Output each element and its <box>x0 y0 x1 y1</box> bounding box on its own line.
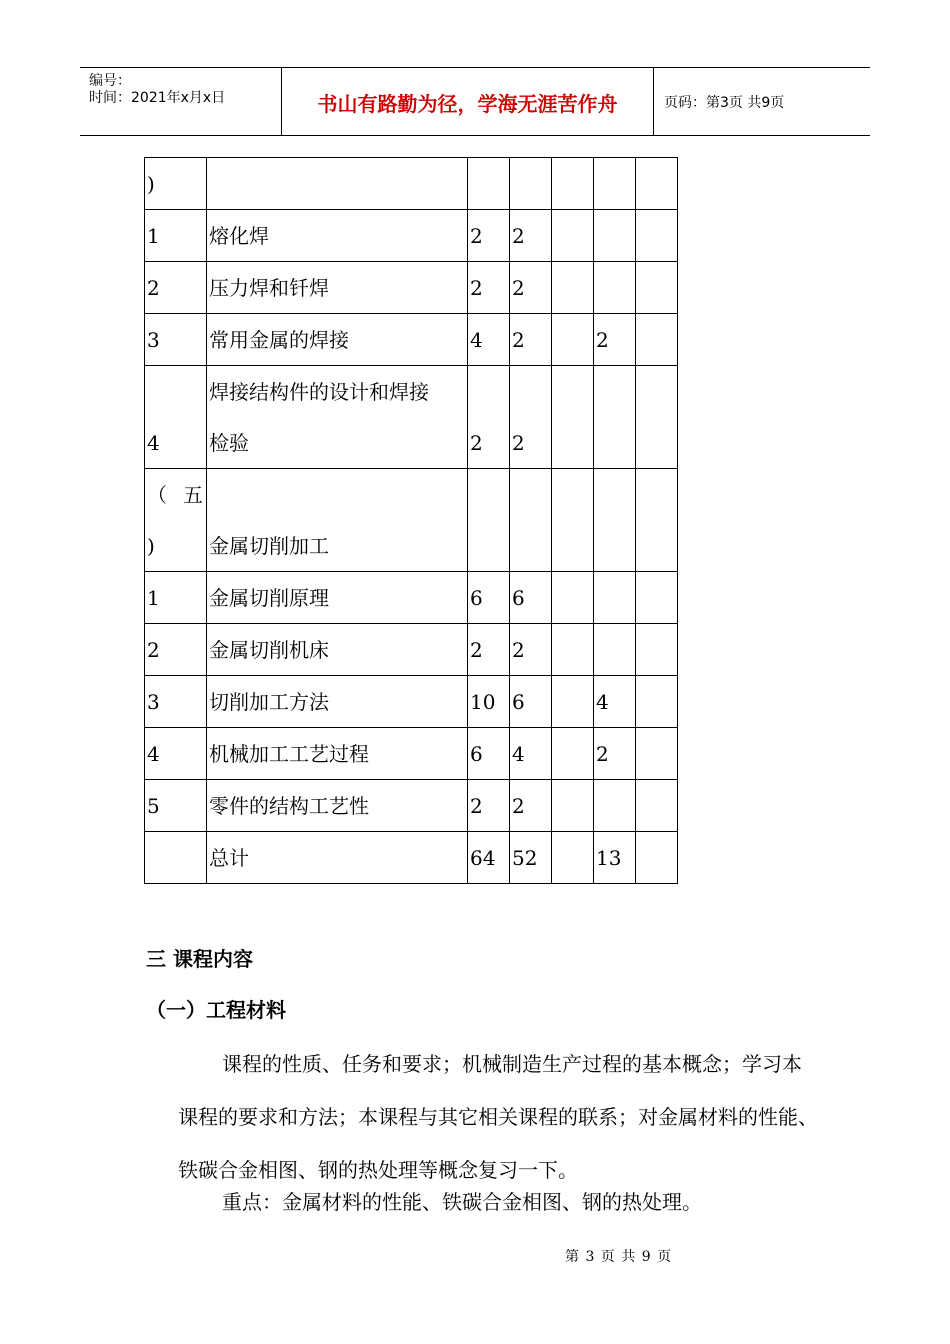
header-page-info: 页码：第3页 共9页 <box>664 94 785 111</box>
table-cell <box>552 676 594 728</box>
table-cell: 2 <box>510 314 552 366</box>
table-cell <box>552 158 594 210</box>
table-cell: 64 <box>468 832 510 884</box>
table-cell: 2 <box>594 314 636 366</box>
table-cell: 52 <box>510 832 552 884</box>
table-row <box>145 469 678 572</box>
table-cell: 6 <box>468 572 510 624</box>
table-cell: 2 <box>468 262 510 314</box>
table-row <box>145 158 678 210</box>
schedule-table <box>144 157 678 884</box>
table-cell <box>552 262 594 314</box>
table-cell-name: 机械加工工艺过程 <box>207 728 468 780</box>
table-cell <box>636 624 678 676</box>
table-cell <box>594 158 636 210</box>
table-cell: 6 <box>468 728 510 780</box>
table-cell <box>468 158 510 210</box>
table-cell: 2 <box>510 780 552 832</box>
table-row <box>145 676 678 728</box>
table-cell: 4 <box>468 314 510 366</box>
table-cell <box>552 469 594 572</box>
table-cell <box>636 158 678 210</box>
table-cell-name: 金属切削原理 <box>207 572 468 624</box>
table-row <box>145 728 678 780</box>
table-row <box>145 262 678 314</box>
header-motto: 书山有路勤为径，学海无涯苦作舟 <box>282 68 654 135</box>
table-cell: 2 <box>510 366 552 469</box>
table-cell <box>510 469 552 572</box>
table-cell <box>552 728 594 780</box>
table-cell: 2 <box>510 624 552 676</box>
table-cell <box>594 624 636 676</box>
table-cell-name: 焊接结构件的设计和焊接 检验 <box>207 366 468 469</box>
table-cell <box>552 314 594 366</box>
table-row <box>145 624 678 676</box>
page-header <box>80 67 870 136</box>
table-cell <box>552 780 594 832</box>
table-cell-name <box>207 158 468 210</box>
table-cell: 10 <box>468 676 510 728</box>
table-cell <box>510 158 552 210</box>
table-cell: 6 <box>510 572 552 624</box>
table-cell-name: 零件的结构工艺性 <box>207 780 468 832</box>
header-time-label: 时间：2021年x月x日 <box>89 90 226 106</box>
table-cell: 4 <box>594 676 636 728</box>
table-cell <box>594 366 636 469</box>
table-row <box>145 572 678 624</box>
table-cell <box>594 210 636 262</box>
table-cell-id: 5 <box>145 780 207 832</box>
table-cell <box>636 469 678 572</box>
body-paragraph: 课程的性质、任务和要求；机械制造生产过程的基本概念；学习本课程的要求和方法；本课程与其它相关课程的联系；对金属材料的性能、铁碳合金相图、钢的热处理等概念复习一下。 <box>178 1052 818 1182</box>
table-row <box>145 366 678 469</box>
table-cell <box>594 262 636 314</box>
table-row <box>145 210 678 262</box>
table-cell-id <box>145 832 207 884</box>
table-cell-name: 常用金属的焊接 <box>207 314 468 366</box>
table-cell: 2 <box>468 780 510 832</box>
table-cell-id: 4 <box>145 728 207 780</box>
table-cell <box>636 210 678 262</box>
table-cell <box>552 210 594 262</box>
section-title: 三 课程内容 <box>146 947 253 971</box>
table-cell <box>636 676 678 728</box>
table-row <box>145 780 678 832</box>
table-cell-name: 切削加工方法 <box>207 676 468 728</box>
key-points: 重点：金属材料的性能、铁碳合金相图、钢的热处理。 <box>222 1190 702 1214</box>
table-cell-name: 总计 <box>207 832 468 884</box>
table-cell-id: ) <box>145 158 207 210</box>
table-cell: 2 <box>468 210 510 262</box>
table-cell <box>636 832 678 884</box>
table-cell <box>636 366 678 469</box>
table-cell <box>594 469 636 572</box>
table-cell-id: 2 <box>145 624 207 676</box>
table-row-total <box>145 832 678 884</box>
table-cell-id: 3 <box>145 314 207 366</box>
table-cell <box>552 366 594 469</box>
table-cell: 2 <box>468 366 510 469</box>
table-cell: 2 <box>594 728 636 780</box>
table-cell <box>636 314 678 366</box>
table-cell <box>636 572 678 624</box>
table-cell: 2 <box>468 624 510 676</box>
table-cell-id: 1 <box>145 572 207 624</box>
table-cell <box>594 572 636 624</box>
table-cell: 4 <box>510 728 552 780</box>
table-row <box>145 314 678 366</box>
table-cell-id: 4 <box>145 366 207 469</box>
header-number-label: 编号： <box>89 73 131 89</box>
page-footer: 第 3 页 共 9 页 <box>565 1249 673 1265</box>
table-cell-id: 2 <box>145 262 207 314</box>
table-cell: 13 <box>594 832 636 884</box>
table-cell-id: 1 <box>145 210 207 262</box>
table-cell <box>552 832 594 884</box>
table-cell-name: 熔化焊 <box>207 210 468 262</box>
table-cell <box>552 624 594 676</box>
table-cell <box>468 469 510 572</box>
table-cell-id: （ 五 ) <box>145 469 207 572</box>
table-cell: 2 <box>510 210 552 262</box>
table-cell <box>636 780 678 832</box>
table-cell-name: 金属切削加工 <box>207 469 468 572</box>
header-meta <box>80 68 282 135</box>
table-cell-name: 压力焊和钎焊 <box>207 262 468 314</box>
table-cell <box>594 780 636 832</box>
table-cell <box>636 728 678 780</box>
table-cell: 2 <box>510 262 552 314</box>
subsection-title: （一）工程材料 <box>146 998 286 1022</box>
table-cell-name: 金属切削机床 <box>207 624 468 676</box>
table-cell <box>636 262 678 314</box>
table-cell <box>552 572 594 624</box>
table-cell-id: 3 <box>145 676 207 728</box>
table-cell: 6 <box>510 676 552 728</box>
